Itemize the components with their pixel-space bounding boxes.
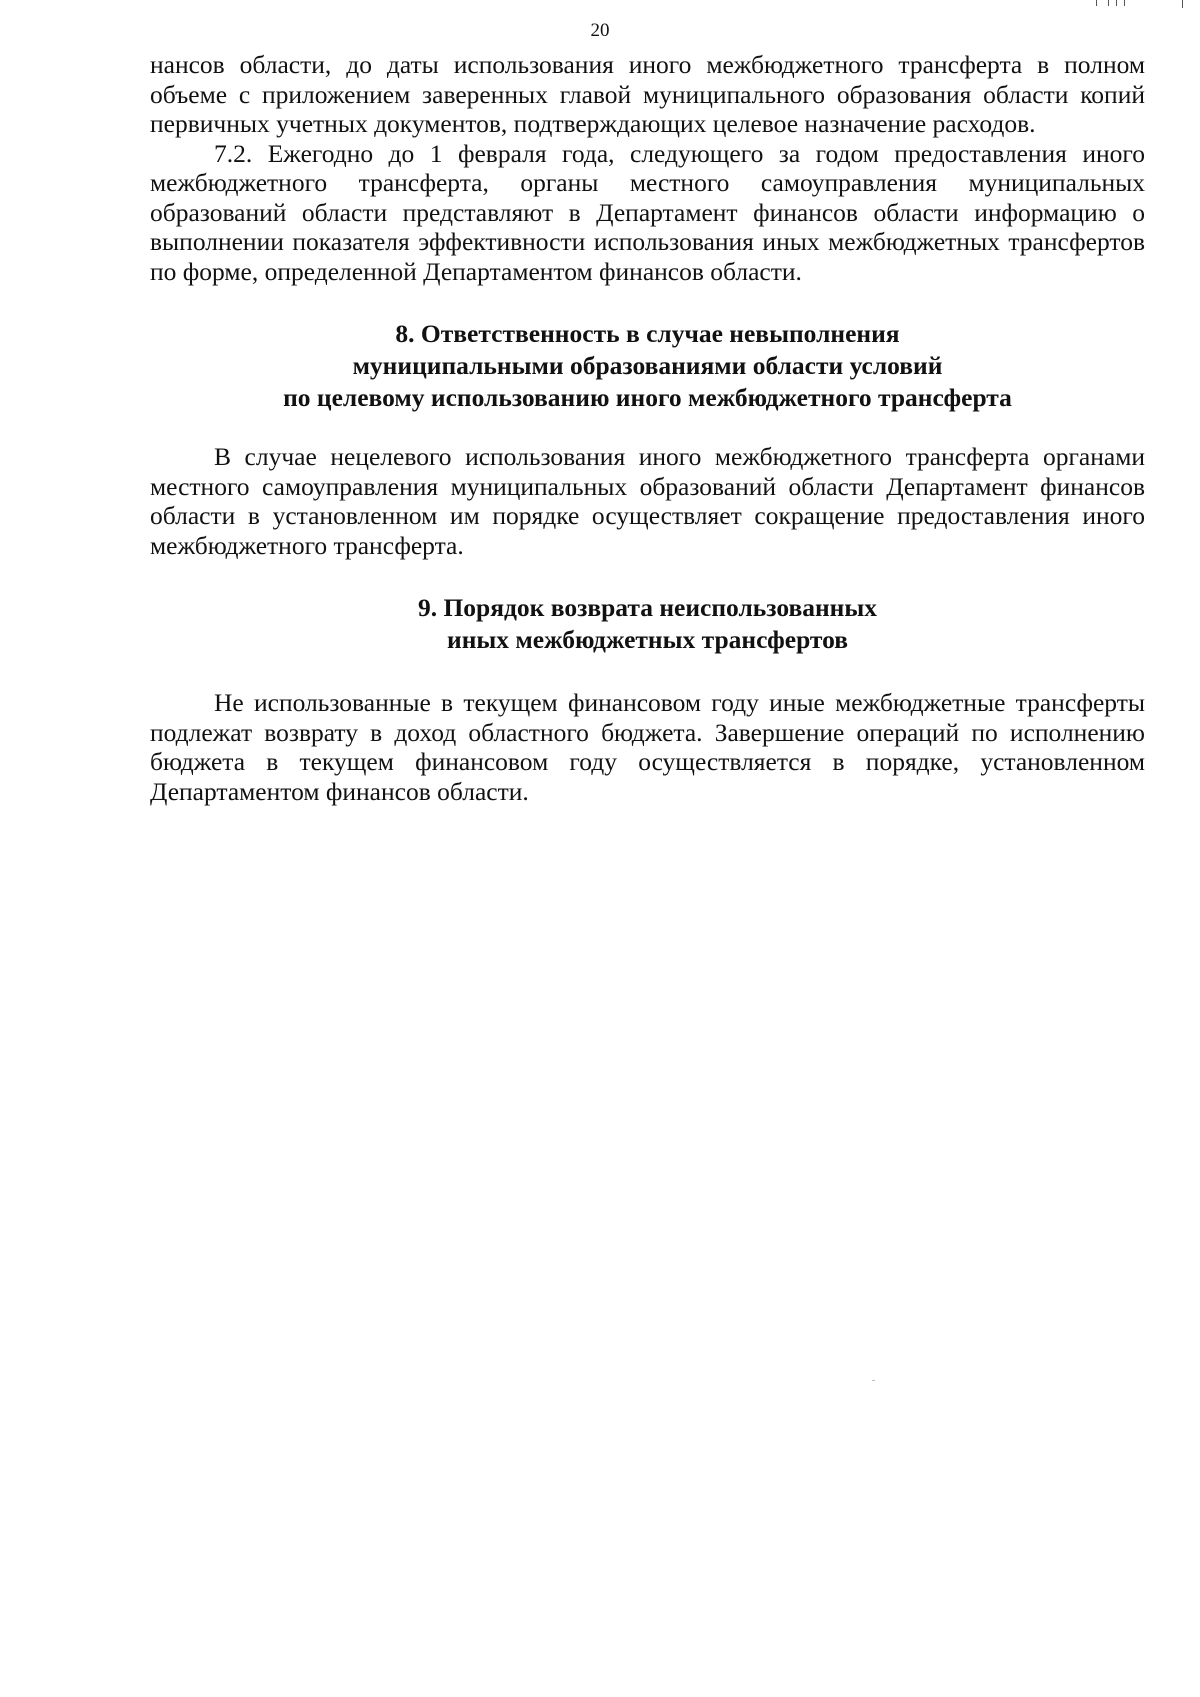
section-8-heading-line: 8. Ответственность в случае невыполнения <box>395 319 900 348</box>
section-9-text: Не использованные в текущем финансовом году иные межбюджетные трансферты подлежат возврату в доход областного бюджета. Завершение операций по исполнению бюджета в текущем финансовом году осуществляется в порядке, установленном Департаментом финансов области. <box>150 688 1145 806</box>
section-8-text: В случае нецелевого использования иного межбюджетного трансферта органами местного самоуправления муниципальных образований области Департамент финансов области в установленном им порядке осуществляет сокращение предоставления иного межбюджетного трансферта. <box>150 442 1145 560</box>
section-8-heading-line: муниципальными образованиями области условий <box>352 351 943 380</box>
scan-marks <box>1086 0 1186 8</box>
section-8-heading-line: по целевому использованию иного межбюджетного трансферта <box>283 383 1012 412</box>
document-body <box>150 50 1145 806</box>
section-9-heading-line: иных межбюджетных трансфертов <box>447 625 848 654</box>
section-8-heading <box>150 318 1145 414</box>
scan-speck <box>872 1380 875 1381</box>
section-9-heading <box>150 592 1145 656</box>
paragraph-7-2: 7.2. Ежегодно до 1 февраля года, следующего за годом предоставления иного межбюджетного трансферта, органы местного самоуправления муниципальных образований области представляют в Департамент финансов области информацию о выполнении показателя эффективности использования иных межбюджетных трансфертов по форме, определенной Департаментом финансов области. <box>150 138 1145 286</box>
continuation-paragraph: нансов области, до даты использования иного межбюджетного трансферта в полном объеме с приложением заверенных главой муниципального образования области копий первичных учетных документов, подтверждающих целевое назначение расходов. <box>150 50 1145 138</box>
page-number: 20 <box>590 20 610 41</box>
section-9-heading-line: 9. Порядок возврата неиспользованных <box>417 593 878 622</box>
